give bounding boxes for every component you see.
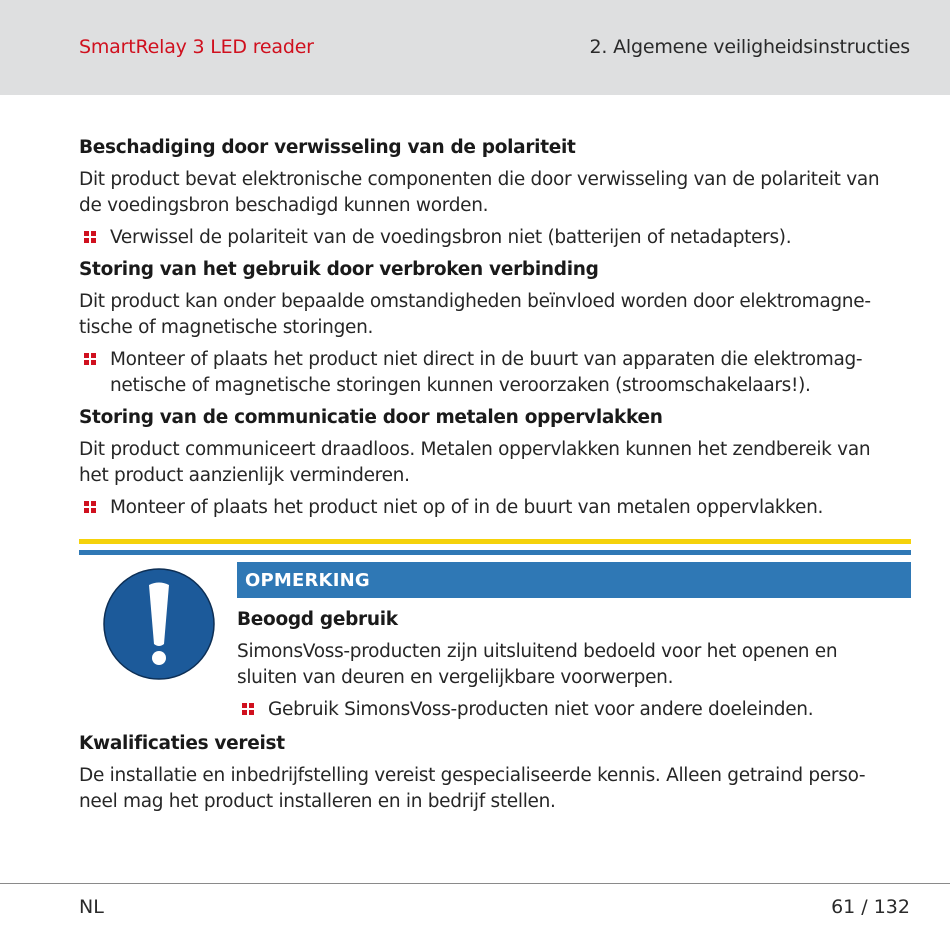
footer-page-number: 61 / 132 (831, 896, 910, 918)
footer-language: NL (79, 896, 104, 918)
bullet-item (79, 225, 912, 251)
bullet-text: Gebruik SimonsVoss-producten niet voor andere doeleinden. (268, 699, 814, 720)
chapter-title: 2. Algemene veiligheidsinstructies (589, 36, 910, 58)
paragraph-line-2: tische of magnetische storingen. (79, 317, 374, 338)
bullet-square-icon (84, 353, 96, 365)
notice-body (237, 605, 911, 723)
notice-title: OPMERKING (245, 570, 370, 591)
bullet-line-1: Monteer of plaats het product niet direct in de buurt van apparaten die elektromag- (110, 349, 863, 370)
notice-paragraph (237, 639, 911, 691)
section-heading: Storing van het gebruik door verbroken verbinding (79, 259, 599, 280)
section-metal-surfaces (79, 403, 912, 521)
notice-stripe-yellow (79, 539, 911, 544)
bullet-item (79, 495, 912, 521)
section-paragraph (79, 763, 912, 815)
bullet-square-icon (84, 231, 96, 243)
section-heading: Kwalificaties vereist (79, 733, 285, 754)
paragraph-line-1: Dit product kan onder bepaalde omstandigheden beïnvloed worden door elektromagne- (79, 291, 871, 312)
main-content (79, 133, 912, 815)
paragraph-line-1: De installatie en inbedrijfstelling vereist gespecialiseerde kennis. Alleen getraind perso- (79, 765, 866, 786)
notice-title-bar (237, 562, 911, 598)
paragraph-line-1: Dit product bevat elektronische componenten die door verwisseling van de polariteit van (79, 169, 880, 190)
section-heading: Storing van de communicatie door metalen oppervlakken (79, 407, 663, 428)
section-paragraph (79, 289, 912, 341)
section-paragraph (79, 167, 911, 219)
paragraph-line-1: Dit product communiceert draadloos. Metalen oppervlakken kunnen het zendbereik van (79, 439, 871, 460)
section-heading: Beschadiging door verwisseling van de polariteit (79, 137, 576, 158)
bullet-line-2: netische of magnetische storingen kunnen veroorzaken (stroomschakelaars!). (110, 375, 811, 396)
bullet-item (237, 697, 911, 723)
paragraph-line-2: neel mag het product installeren en in bedrijf stellen. (79, 791, 556, 812)
paragraph-line-2: het product aanzienlijk verminderen. (79, 465, 410, 486)
section-interference (79, 255, 912, 399)
product-name: SmartRelay 3 LED reader (79, 36, 314, 58)
section-paragraph (79, 437, 912, 489)
bullet-square-icon (242, 703, 254, 715)
notice-stripe-blue (79, 550, 911, 555)
bullet-text: Verwissel de polariteit van de voedingsbron niet (batterijen of netadapters). (110, 227, 792, 248)
footer-divider (0, 883, 950, 884)
exclamation-icon (103, 568, 215, 680)
paragraph-line-2: sluiten van deuren en vergelijkbare voorwerpen. (237, 667, 674, 688)
paragraph-line-1: SimonsVoss-producten zijn uitsluitend bedoeld voor het openen en (237, 641, 838, 662)
page-header (0, 0, 950, 95)
bullet-square-icon (84, 501, 96, 513)
bullet-item (79, 347, 912, 399)
section-qualifications (79, 729, 912, 815)
bullet-text: Monteer of plaats het product niet op of in de buurt van metalen oppervlakken. (110, 497, 824, 518)
section-polarity (79, 133, 912, 251)
notice-box (79, 539, 911, 729)
paragraph-line-2: de voedingsbron beschadigd kunnen worden. (79, 195, 489, 216)
notice-heading: Beoogd gebruik (237, 609, 398, 630)
